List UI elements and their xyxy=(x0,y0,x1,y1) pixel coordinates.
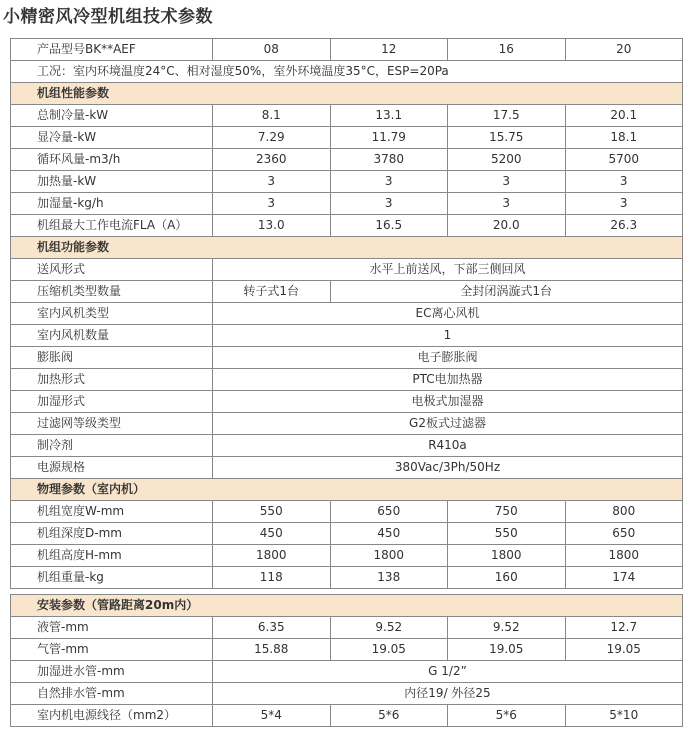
table-row xyxy=(11,545,683,567)
row-value: 3 xyxy=(330,171,448,193)
row-value: 15.88 xyxy=(213,639,331,661)
model-value: 08 xyxy=(213,39,331,61)
row-value: 20.1 xyxy=(565,105,683,127)
row-value: 3 xyxy=(213,193,331,215)
row-value: 550 xyxy=(448,523,566,545)
row-value: 118 xyxy=(213,567,331,589)
table-row xyxy=(11,281,683,303)
row-value: 9.52 xyxy=(330,617,448,639)
row-value: 3 xyxy=(448,193,566,215)
table-row xyxy=(11,193,683,215)
row-value: EC离心风机 xyxy=(213,303,683,325)
row-label: 电源规格 xyxy=(11,457,213,479)
row-value: 138 xyxy=(330,567,448,589)
row-value: PTC电加热器 xyxy=(213,369,683,391)
table-row xyxy=(11,171,683,193)
table-row xyxy=(11,347,683,369)
row-label: 室内风机数量 xyxy=(11,325,213,347)
row-label: 加湿进水管-mm xyxy=(11,661,213,683)
row-value: 20.0 xyxy=(448,215,566,237)
row-value: 3 xyxy=(330,193,448,215)
row-value: 电极式加湿器 xyxy=(213,391,683,413)
row-value: 6.35 xyxy=(213,617,331,639)
row-value: 内径19/ 外径25 xyxy=(213,683,683,705)
row-label: 总制冷量-kW xyxy=(11,105,213,127)
section-title: 安装参数（管路距离20m内） xyxy=(11,595,683,617)
table-row xyxy=(11,705,683,727)
spec-table-main xyxy=(10,38,683,589)
row-value: 650 xyxy=(565,523,683,545)
row-value: G 1/2” xyxy=(213,661,683,683)
row-value: 9.52 xyxy=(448,617,566,639)
row-value: 1800 xyxy=(565,545,683,567)
row-label: 加热形式 xyxy=(11,369,213,391)
table-row xyxy=(11,639,683,661)
model-label: 产品型号BK**AEF xyxy=(11,39,213,61)
section-header-performance xyxy=(11,83,683,105)
row-value: 13.1 xyxy=(330,105,448,127)
row-value: 19.05 xyxy=(448,639,566,661)
row-label: 机组高度H-mm xyxy=(11,545,213,567)
row-value: G2板式过滤器 xyxy=(213,413,683,435)
row-value: 电子膨胀阀 xyxy=(213,347,683,369)
row-label: 过滤网等级类型 xyxy=(11,413,213,435)
row-label: 加热量-kW xyxy=(11,171,213,193)
row-value: 1 xyxy=(213,325,683,347)
row-value: 17.5 xyxy=(448,105,566,127)
row-value: 13.0 xyxy=(213,215,331,237)
section-title: 机组功能参数 xyxy=(11,237,683,259)
row-value: 水平上前送风，下部三侧回风 xyxy=(213,259,683,281)
model-row xyxy=(11,39,683,61)
row-label: 制冷剂 xyxy=(11,435,213,457)
model-value: 20 xyxy=(565,39,683,61)
row-label: 气管-mm xyxy=(11,639,213,661)
model-value: 16 xyxy=(448,39,566,61)
table-row xyxy=(11,325,683,347)
row-value: 174 xyxy=(565,567,683,589)
row-value: 380Vac/3Ph/50Hz xyxy=(213,457,683,479)
spec-table-install xyxy=(10,594,683,727)
table-row xyxy=(11,105,683,127)
row-label: 送风形式 xyxy=(11,259,213,281)
row-value: 全封闭涡漩式1台 xyxy=(330,281,683,303)
row-label: 机组最大工作电流FLA（A） xyxy=(11,215,213,237)
table-row xyxy=(11,501,683,523)
row-value: R410a xyxy=(213,435,683,457)
row-value: 18.1 xyxy=(565,127,683,149)
row-value: 2360 xyxy=(213,149,331,171)
row-label: 自然排水管-mm xyxy=(11,683,213,705)
row-value: 16.5 xyxy=(330,215,448,237)
row-value: 7.29 xyxy=(213,127,331,149)
row-label: 加湿形式 xyxy=(11,391,213,413)
row-value: 8.1 xyxy=(213,105,331,127)
row-value: 15.75 xyxy=(448,127,566,149)
row-label: 机组深度D-mm xyxy=(11,523,213,545)
table-row xyxy=(11,617,683,639)
row-label: 循环风量-m3/h xyxy=(11,149,213,171)
row-value: 450 xyxy=(330,523,448,545)
row-value: 5700 xyxy=(565,149,683,171)
row-label: 压缩机类型数量 xyxy=(11,281,213,303)
row-label: 室内机电源线径（mm2） xyxy=(11,705,213,727)
table-row xyxy=(11,435,683,457)
row-value: 26.3 xyxy=(565,215,683,237)
row-value: 5*6 xyxy=(330,705,448,727)
conditions-text: 工况：室内环境温度24°C、相对湿度50%，室外环境温度35°C，ESP=20Pa xyxy=(11,61,683,83)
table-row xyxy=(11,391,683,413)
page-title: 小精密风冷型机组技术参数 xyxy=(3,7,213,27)
table-row xyxy=(11,683,683,705)
row-value: 19.05 xyxy=(565,639,683,661)
row-value: 5*6 xyxy=(448,705,566,727)
row-value: 5*4 xyxy=(213,705,331,727)
row-value: 650 xyxy=(330,501,448,523)
row-value: 750 xyxy=(448,501,566,523)
row-label: 膨胀阀 xyxy=(11,347,213,369)
row-label: 室内风机类型 xyxy=(11,303,213,325)
table-row xyxy=(11,215,683,237)
row-value: 3 xyxy=(448,171,566,193)
row-label: 液管-mm xyxy=(11,617,213,639)
row-label: 显冷量-kW xyxy=(11,127,213,149)
table-row xyxy=(11,457,683,479)
section-header-physical xyxy=(11,479,683,501)
section-title: 机组性能参数 xyxy=(11,83,683,105)
row-value: 450 xyxy=(213,523,331,545)
row-value: 160 xyxy=(448,567,566,589)
row-value: 3 xyxy=(565,193,683,215)
row-value: 5200 xyxy=(448,149,566,171)
model-value: 12 xyxy=(330,39,448,61)
row-value: 3 xyxy=(565,171,683,193)
row-value: 12.7 xyxy=(565,617,683,639)
row-label: 机组宽度W-mm xyxy=(11,501,213,523)
table-row xyxy=(11,567,683,589)
row-value: 1800 xyxy=(448,545,566,567)
row-value: 1800 xyxy=(213,545,331,567)
table-row xyxy=(11,259,683,281)
conditions-row xyxy=(11,61,683,83)
table-row xyxy=(11,413,683,435)
row-label: 加湿量-kg/h xyxy=(11,193,213,215)
row-value: 11.79 xyxy=(330,127,448,149)
row-value: 800 xyxy=(565,501,683,523)
row-value: 3 xyxy=(213,171,331,193)
row-value: 转子式1台 xyxy=(213,281,331,303)
table-row xyxy=(11,523,683,545)
table-row xyxy=(11,149,683,171)
section-title: 物理参数（室内机） xyxy=(11,479,683,501)
row-value: 3780 xyxy=(330,149,448,171)
row-value: 550 xyxy=(213,501,331,523)
section-header-install xyxy=(11,595,683,617)
row-value: 19.05 xyxy=(330,639,448,661)
table-row xyxy=(11,661,683,683)
row-value: 1800 xyxy=(330,545,448,567)
row-label: 机组重量-kg xyxy=(11,567,213,589)
table-row xyxy=(11,369,683,391)
row-value: 5*10 xyxy=(565,705,683,727)
section-header-function xyxy=(11,237,683,259)
table-row xyxy=(11,303,683,325)
table-row xyxy=(11,127,683,149)
